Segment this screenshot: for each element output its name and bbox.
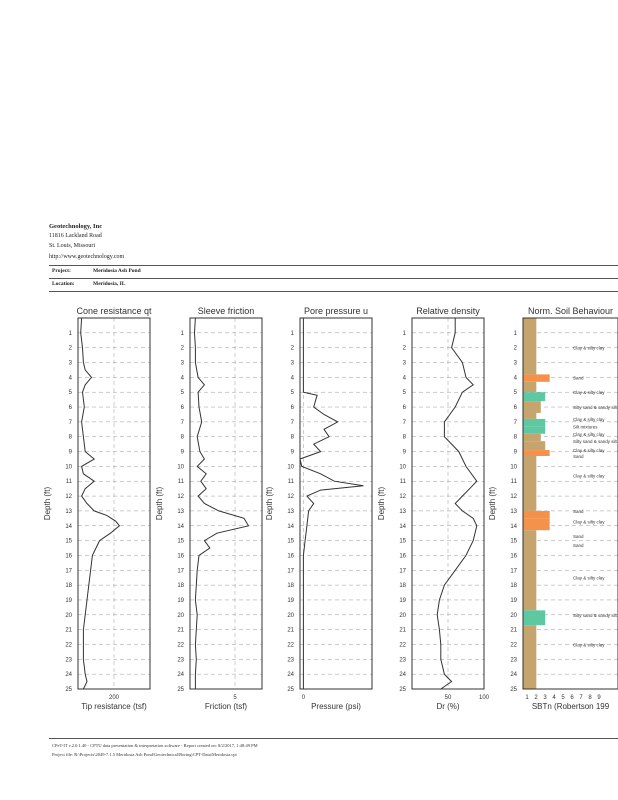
soil-label-13: Sand: [573, 534, 584, 540]
ytick-label-0-10: 11: [65, 479, 72, 486]
ytick-label-1-8: 9: [180, 449, 184, 456]
xtick-label-4-5: 6: [570, 695, 574, 701]
soil-segment-13: [523, 518, 550, 530]
plot-frame-4: [523, 318, 618, 689]
ytick-label-3-14: 15: [399, 538, 406, 545]
soil-label-17: Clay & silty clay: [573, 642, 605, 648]
ytick-label-2-10: 11: [287, 479, 294, 486]
ytick-label-4-15: 16: [510, 553, 517, 560]
soil-label-12: Clay & silty clay: [573, 519, 605, 525]
soil-segment-1: [523, 374, 550, 381]
ytick-label-3-18: 19: [399, 597, 406, 604]
ytick-label-3-6: 7: [402, 419, 406, 426]
location-value: Meridosia, IL: [93, 281, 126, 287]
soil-label-3: Silty sand & sandy silt: [573, 405, 617, 411]
series-line-2: [300, 318, 363, 689]
ytick-label-4-14: 15: [510, 538, 517, 545]
ytick-label-4-22: 23: [510, 657, 517, 664]
ytick-label-1-22: 23: [177, 657, 184, 664]
ytick-label-2-24: 25: [287, 687, 294, 693]
ytick-label-1-20: 21: [177, 627, 184, 634]
ytick-label-1-6: 7: [180, 419, 184, 426]
xtick-label-4-1: 2: [534, 695, 538, 701]
ytick-label-0-11: 12: [65, 494, 72, 501]
ytick-label-0-6: 7: [68, 419, 72, 426]
ytick-label-2-12: 13: [287, 508, 294, 515]
ytick-label-2-7: 8: [290, 434, 294, 441]
ytick-label-0-9: 10: [65, 464, 72, 471]
chart-ylabel-3: Depth (ft): [377, 486, 386, 521]
ytick-label-4-11: 12: [510, 494, 517, 501]
ytick-label-4-2: 3: [513, 360, 517, 367]
ytick-label-3-24: 25: [399, 687, 406, 693]
soil-label-14: Sand: [573, 543, 584, 549]
ytick-label-0-3: 4: [68, 375, 72, 382]
ytick-label-2-4: 5: [290, 390, 294, 397]
ytick-label-4-8: 9: [513, 449, 517, 456]
ytick-label-4-9: 10: [510, 464, 517, 471]
ytick-label-0-4: 5: [68, 390, 72, 397]
ytick-label-4-4: 5: [513, 390, 517, 397]
xtick-label-4-6: 7: [579, 695, 583, 701]
ytick-label-3-11: 12: [399, 494, 406, 501]
ytick-label-3-16: 17: [399, 568, 406, 575]
ytick-label-1-2: 3: [180, 360, 184, 367]
soil-segment-14: [523, 530, 536, 610]
ytick-label-1-4: 5: [180, 390, 184, 397]
ytick-label-2-11: 12: [287, 494, 294, 501]
xtick-label-4-7: 8: [588, 695, 592, 701]
ytick-label-1-21: 22: [177, 642, 184, 649]
soil-segment-4: [523, 401, 541, 413]
ytick-label-1-15: 16: [177, 553, 184, 560]
ytick-label-2-17: 18: [287, 583, 294, 590]
ytick-label-1-3: 4: [180, 375, 184, 382]
chart-xlabel-2: Pressure (psi): [311, 702, 361, 711]
ytick-label-2-15: 16: [287, 553, 294, 560]
ytick-label-3-0: 1: [402, 330, 406, 337]
ytick-label-4-10: 11: [510, 479, 517, 486]
soil-segment-12: [523, 511, 550, 518]
chart-ylabel-4: Depth (ft): [488, 486, 497, 521]
ytick-label-4-19: 20: [510, 612, 517, 619]
location-label: Location:: [52, 281, 75, 287]
project-label: Project:: [52, 268, 71, 274]
footer-line1: CPeT-IT v.2.0.1.40 - CPTU data presentation & interpretation software - Report created on: 8/2/2017, 1:48:49 PM: [52, 743, 258, 748]
ytick-label-2-2: 3: [290, 360, 294, 367]
ytick-label-4-1: 2: [513, 345, 517, 352]
soil-label-9: Sand: [573, 454, 584, 460]
ytick-label-0-20: 21: [65, 627, 72, 634]
soil-segment-16: [523, 625, 536, 689]
series-line-0: [81, 318, 120, 689]
ytick-label-0-1: 2: [68, 345, 72, 352]
ytick-label-1-11: 12: [177, 494, 184, 501]
soil-segment-11: [523, 456, 536, 511]
xtick-label-3-0: 50: [444, 695, 452, 701]
chart-xlabel-1: Friction (tsf): [204, 702, 248, 711]
soil-label-4: Clay & silty clay: [573, 416, 605, 422]
chart-title-1: Sleeve friction: [197, 306, 255, 316]
xtick-label-4-2: 3: [543, 695, 547, 701]
soil-label-7: Silty sand & sandy silt: [573, 439, 617, 445]
ytick-label-1-17: 18: [177, 583, 184, 590]
ytick-label-2-3: 4: [290, 375, 294, 382]
ytick-label-3-20: 21: [399, 627, 406, 634]
ytick-label-4-23: 24: [510, 672, 517, 679]
ytick-label-3-1: 2: [402, 345, 406, 352]
ytick-label-1-10: 11: [177, 479, 184, 486]
xtick-label-4-3: 4: [552, 695, 556, 701]
series-line-3: [437, 318, 477, 689]
soil-label-5: Silt mixtures: [573, 424, 598, 430]
ytick-label-1-23: 24: [177, 672, 184, 679]
ytick-label-0-7: 8: [68, 434, 72, 441]
soil-label-15: Clay & silty clay: [573, 575, 605, 581]
ytick-label-0-13: 14: [65, 523, 72, 530]
ytick-label-1-16: 17: [177, 568, 184, 575]
ytick-label-3-17: 18: [399, 583, 406, 590]
ytick-label-0-14: 15: [65, 538, 72, 545]
ytick-label-0-12: 13: [65, 508, 72, 515]
ytick-label-1-5: 6: [180, 405, 184, 412]
soil-segment-5: [523, 413, 536, 419]
soil-segment-9: [523, 441, 545, 450]
ytick-label-3-19: 20: [399, 612, 406, 619]
ytick-label-2-5: 6: [290, 405, 294, 412]
chart-title-3: Relative density: [416, 306, 480, 316]
soil-segment-15: [523, 610, 545, 625]
ytick-label-3-22: 23: [399, 657, 406, 664]
project-value: Meridosia Ash Pond: [93, 268, 141, 274]
ytick-label-1-24: 25: [177, 687, 184, 693]
ytick-label-3-21: 22: [399, 642, 406, 649]
chart-xlabel-0: Tip resistance (tsf): [81, 702, 147, 711]
ytick-label-0-18: 19: [65, 597, 72, 604]
soil-segment-0: [523, 318, 536, 374]
ytick-label-1-7: 8: [180, 434, 184, 441]
xtick-label-0-0: 200: [108, 695, 120, 701]
soil-label-16: Silty sand & sandy silt: [573, 612, 617, 618]
ytick-label-3-10: 11: [399, 479, 406, 486]
soil-label-2: Clay & silty clay: [573, 390, 605, 396]
chart-title-4: Norm. Soil Behaviour: [527, 306, 614, 316]
soil-label-8: Clay & silty clay: [573, 448, 605, 454]
ytick-label-1-14: 15: [177, 538, 184, 545]
soil-label-6: Clay & silty clay: [573, 431, 605, 437]
ytick-label-2-21: 22: [287, 642, 294, 649]
ytick-label-3-4: 5: [402, 390, 406, 397]
xtick-label-4-4: 5: [561, 695, 565, 701]
ytick-label-3-2: 3: [402, 360, 406, 367]
company-name: Geotechnology, Inc: [49, 223, 103, 230]
plot-frame-2: [300, 318, 372, 689]
ytick-label-2-22: 23: [287, 657, 294, 664]
ytick-label-0-5: 6: [68, 405, 72, 412]
ytick-label-4-5: 6: [513, 405, 517, 412]
footer-rule: [49, 738, 618, 739]
soil-segment-6: [523, 419, 545, 426]
ytick-label-1-12: 13: [177, 508, 184, 515]
ytick-label-1-0: 1: [180, 330, 184, 337]
ytick-label-0-2: 3: [68, 360, 72, 367]
chart-title-2: Pore pressure u: [303, 306, 369, 316]
ytick-label-0-8: 9: [68, 449, 72, 456]
ytick-label-3-7: 8: [402, 434, 406, 441]
ytick-label-0-21: 22: [65, 642, 72, 649]
ytick-label-3-15: 16: [399, 553, 406, 560]
ytick-label-3-5: 6: [402, 405, 406, 412]
chart-ylabel-2: Depth (ft): [265, 486, 274, 521]
ytick-label-3-8: 9: [402, 449, 406, 456]
ytick-label-2-13: 14: [287, 523, 294, 530]
ytick-label-2-0: 1: [290, 330, 294, 337]
soil-segment-7: [523, 426, 545, 433]
ytick-label-0-24: 25: [65, 687, 72, 693]
ytick-label-4-17: 18: [510, 583, 517, 590]
ytick-label-3-9: 10: [399, 464, 406, 471]
ytick-label-2-18: 19: [287, 597, 294, 604]
ytick-label-1-13: 14: [177, 523, 184, 530]
address-line2: St. Louis, Missouri: [49, 243, 96, 249]
ytick-label-0-23: 24: [65, 672, 72, 679]
ytick-label-1-1: 2: [180, 345, 184, 352]
xtick-label-4-0: 1: [525, 695, 529, 701]
xtick-label-4-8: 9: [597, 695, 601, 701]
ytick-label-4-21: 22: [510, 642, 517, 649]
ytick-label-4-13: 14: [510, 523, 517, 530]
website: http://www.geotechnology.com: [49, 254, 125, 260]
ytick-label-1-9: 10: [177, 464, 184, 471]
soil-label-11: Sand: [573, 508, 584, 514]
soil-label-10: Clay & silty clay: [573, 473, 605, 479]
soil-label-0: Clay & silty clay: [573, 345, 605, 351]
xtick-label-2-0: 0: [301, 695, 306, 701]
ytick-label-2-8: 9: [290, 449, 294, 456]
soil-segment-10: [523, 450, 550, 456]
address-line1: 11816 Lackland Road: [49, 233, 102, 239]
ytick-label-4-7: 8: [513, 434, 517, 441]
chart-title-0: Cone resistance qt: [76, 306, 152, 316]
chart-xlabel-4: SBTn (Robertson 199: [531, 702, 610, 711]
soil-label-1: Sand: [573, 375, 584, 381]
ytick-label-2-23: 24: [287, 672, 294, 679]
xtick-label-3-1: 100: [478, 695, 490, 701]
ytick-label-2-16: 17: [287, 568, 294, 575]
ytick-label-4-0: 1: [513, 330, 517, 337]
plot-frame-1: [190, 318, 262, 689]
ytick-label-4-16: 17: [510, 568, 517, 575]
ytick-label-0-19: 20: [65, 612, 72, 619]
ytick-label-4-3: 4: [513, 375, 517, 382]
chart-xlabel-3: Dr (%): [436, 702, 460, 711]
ytick-label-2-6: 7: [290, 419, 294, 426]
ytick-label-1-18: 19: [177, 597, 184, 604]
ytick-label-2-20: 21: [287, 627, 294, 634]
ytick-label-2-1: 2: [290, 345, 294, 352]
ytick-label-4-12: 13: [510, 508, 517, 515]
ytick-label-0-22: 23: [65, 657, 72, 664]
soil-segment-2: [523, 382, 536, 392]
ytick-label-0-16: 17: [65, 568, 72, 575]
chart-ylabel-1: Depth (ft): [155, 486, 164, 521]
xtick-label-1-0: 5: [233, 695, 237, 701]
ytick-label-1-19: 20: [177, 612, 184, 619]
ytick-label-4-24: 25: [510, 687, 517, 693]
ytick-label-0-15: 16: [65, 553, 72, 560]
ytick-label-3-3: 4: [402, 375, 406, 382]
ytick-label-3-13: 14: [399, 523, 406, 530]
ytick-label-4-6: 7: [513, 419, 517, 426]
soil-segment-3: [523, 392, 545, 401]
ytick-label-4-18: 19: [510, 597, 517, 604]
soil-segment-8: [523, 434, 541, 441]
ytick-label-0-0: 1: [68, 330, 72, 337]
series-line-1: [195, 318, 249, 689]
ytick-label-0-17: 18: [65, 583, 72, 590]
chart-ylabel-0: Depth (ft): [43, 486, 52, 521]
footer-line2: Project file: R:\Projects\2049-7.1.5 Meridosia Ash Pond\Geotechnical\Boring\CPT-Data\Meridosia.cpt: [52, 752, 237, 757]
ytick-label-2-14: 15: [287, 538, 294, 545]
ytick-label-2-19: 20: [287, 612, 294, 619]
ytick-label-4-20: 21: [510, 627, 517, 634]
ytick-label-2-9: 10: [287, 464, 294, 471]
ytick-label-3-12: 13: [399, 508, 406, 515]
ytick-label-3-23: 24: [399, 672, 406, 679]
